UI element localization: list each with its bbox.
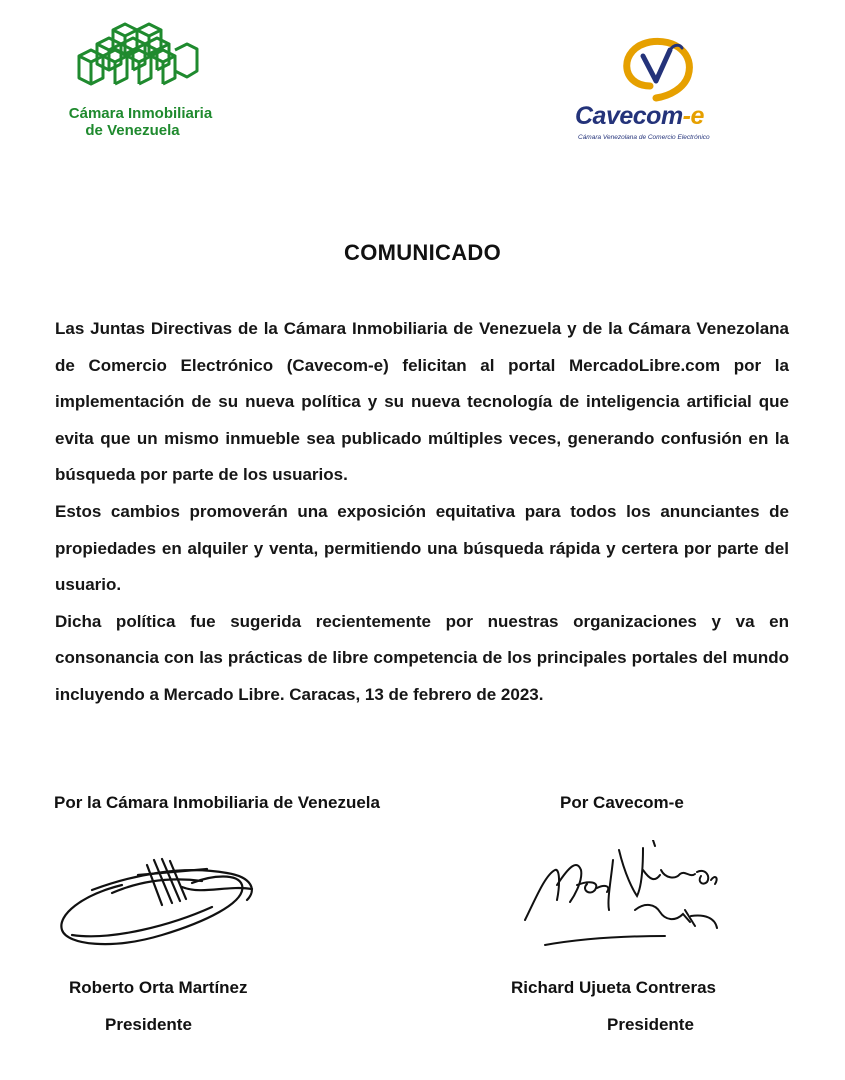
document-body: [55, 311, 789, 714]
body-paragraph-2: Estos cambios promoverán una exposición equitativa para todos los anunciantes de propiedades en alquiler y venta, permitiendo una búsqueda rápida y certera por parte del usuario.: [55, 501, 789, 595]
camara-inmobiliaria-logo: [55, 22, 230, 142]
signatory-right-heading: Por Cavecom-e: [560, 793, 684, 812]
signatory-left-heading: Por la Cámara Inmobiliaria de Venezuela: [54, 793, 380, 812]
cavecom-wordmark: Cavecom-e: [575, 102, 704, 130]
signature-right-icon: [515, 840, 730, 955]
cavecom-logo: [570, 36, 770, 146]
camara-logo-line2: de Venezuela: [85, 122, 180, 139]
signatory-right-role: Presidente: [607, 1015, 694, 1034]
body-paragraph-3: Dicha política fue sugerida recientemente por nuestras organizaciones y va en consonancia con las prácticas de libre competencia de los principales portales del mundo incluyendo a Mercado Libre. Caracas, 13 de febrero de 2023.: [55, 611, 789, 704]
signatory-left-role: Presidente: [105, 1015, 192, 1034]
signatory-left-name: Roberto Orta Martínez: [69, 978, 248, 997]
camara-logo-line1: Cámara Inmobiliaria: [68, 105, 213, 122]
body-paragraph-1: Las Juntas Directivas de la Cámara Inmobiliaria de Venezuela y de la Cámara Venezolana de Comercio Electrónico (Cavecom-e) felicitan al portal MercadoLibre.com por la implementación de su nueva política y su nueva tecnología de inteligencia artificial que evita que un mismo inmueble sea publicado múltiples veces, generando confusión en la búsqueda por parte de los usuarios.: [55, 319, 789, 485]
document-title: COMUNICADO: [344, 240, 501, 265]
cubes-logo-icon: [75, 22, 200, 92]
cavecom-v-mark-icon: [570, 36, 770, 106]
signatory-right-name: Richard Ujueta Contreras: [511, 978, 716, 997]
signature-left-icon: [52, 845, 272, 960]
cavecom-tagline: Cámara Venezolana de Comercio Electrónico: [578, 134, 710, 141]
